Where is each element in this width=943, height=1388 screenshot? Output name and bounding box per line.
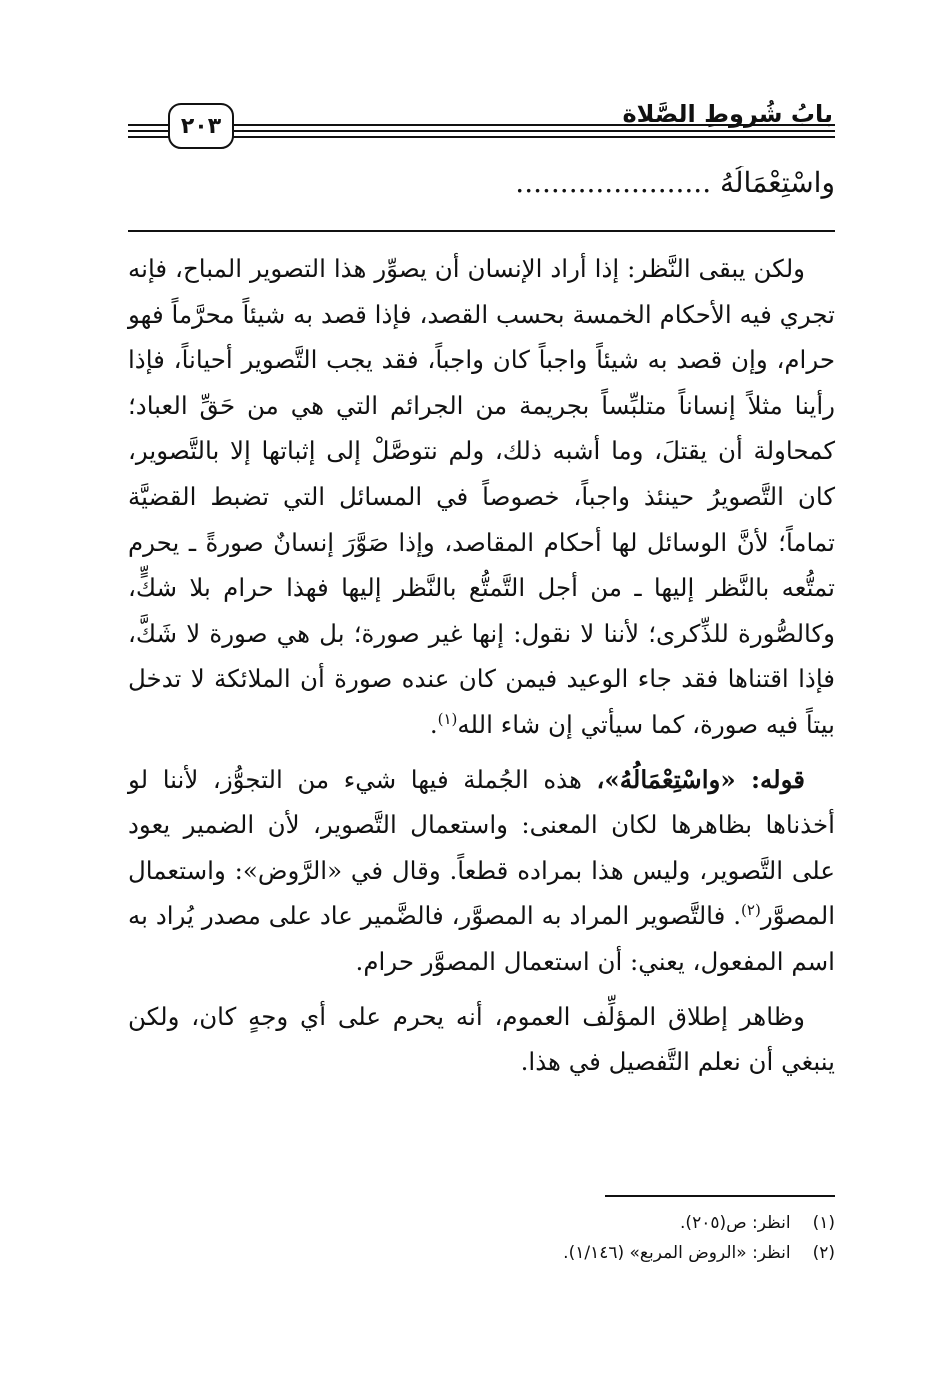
paragraph (128, 246, 835, 748)
footnote-mark: (٢) (812, 1243, 835, 1263)
paragraph-text: وظاهر إطلاق المؤلِّف العموم، أنه يحرم على أي وجهٍ كان، ولكن ينبغي أن نعلم التَّفصيل في هذا. (128, 1001, 835, 1077)
body-text (128, 246, 835, 1094)
paragraph-end: . (429, 709, 438, 739)
paragraph-text: . فالتَّصوير المراد به المصوَّر، فالضَّمير عاد على مصدر يُراد به اسم المفعول، يعني: أن استعمال المصوَّر حرام. (128, 901, 835, 976)
matn-text: واسْتِعْمَالُهُ ...................... (515, 166, 835, 199)
footnote-mark: (١) (812, 1213, 835, 1233)
page-number: ٢٠٣ (168, 103, 234, 149)
header-rule (128, 136, 835, 138)
header-rule (128, 130, 835, 132)
matn-separator (128, 230, 835, 232)
footnote-separator (605, 1195, 835, 1197)
paragraph (128, 757, 835, 985)
paragraph (128, 994, 835, 1085)
footnote-ref: (١) (437, 709, 458, 728)
footnote (128, 1208, 835, 1238)
paragraph-text: ولكن يبقى النَّظر: إذا أراد الإنسان أن يصوِّر هذا التصوير المباح، فإنه تجري فيه الأحكام الخمسة بحسب القصد، فإذا قصد به شيئاً محرَّماً فهو حرام، وإن قصد به شيئاً واجباً كان واجباً، فقد يجب التَّصوير أحياناً، فإذا رأينا مثلاً إنساناً متلبِّساً بجريمة من الجرائم التي هي من حَقِّ العباد؛ كمحاولة أن يقتلَ، وما أشبه ذلك، ولم نتوصَّلْ إلى إثباتها إلا بالتَّصوير، كان التَّصويرُ حينئذ واجباً، خصوصاً في المسائل التي تضبط القضيَّة تماماً؛ لأنَّ الوسائل لها أحكام المقاصد، وإذا صَوَّرَ إنسانٌ صورةً ـ يحرم تمتُّعه بالنَّظر إليها ـ من أجل التَّمتُّع بالنَّظر إليها فهذا حرام بلا شكٍّ، وكالصُّورة للذِّكرى؛ لأننا لا نقول: إنها غير صورة؛ بل هي صورة لا شَكَّ، فإذا اقتناها فقد جاء الوعيد فيمن كان عنده صورة أن الملائكة لا تدخل بيتاً فيه صورة، كما سيأتي إن شاء الله (128, 254, 835, 739)
paragraph-text: هذه الجُملة فيها شيء من التجوُّز، لأننا لو أخذناها بظاهرها لكان المعنى: واستعمال التَّصوير، لأن الضمير يعود على التَّصوير، وليس هذا بمراده قطعاً. وقال في «الرَّوض»: واستعمال المصوَّر (128, 764, 835, 931)
running-title: بابُ شُروطِ الصَّلاة (622, 100, 833, 128)
header-rule (128, 124, 835, 126)
footnote-ref: (٢) (741, 901, 761, 920)
footnote-text: انظر: ص(٢٠٥). (680, 1213, 791, 1233)
qawl-label: قوله: «واسْتِعْمَالُهُ»، (596, 764, 805, 794)
footnote (128, 1238, 835, 1268)
footnote-text: انظر: «الروض المربع» (١/١٤٦). (563, 1243, 791, 1263)
footnotes (128, 1208, 835, 1268)
